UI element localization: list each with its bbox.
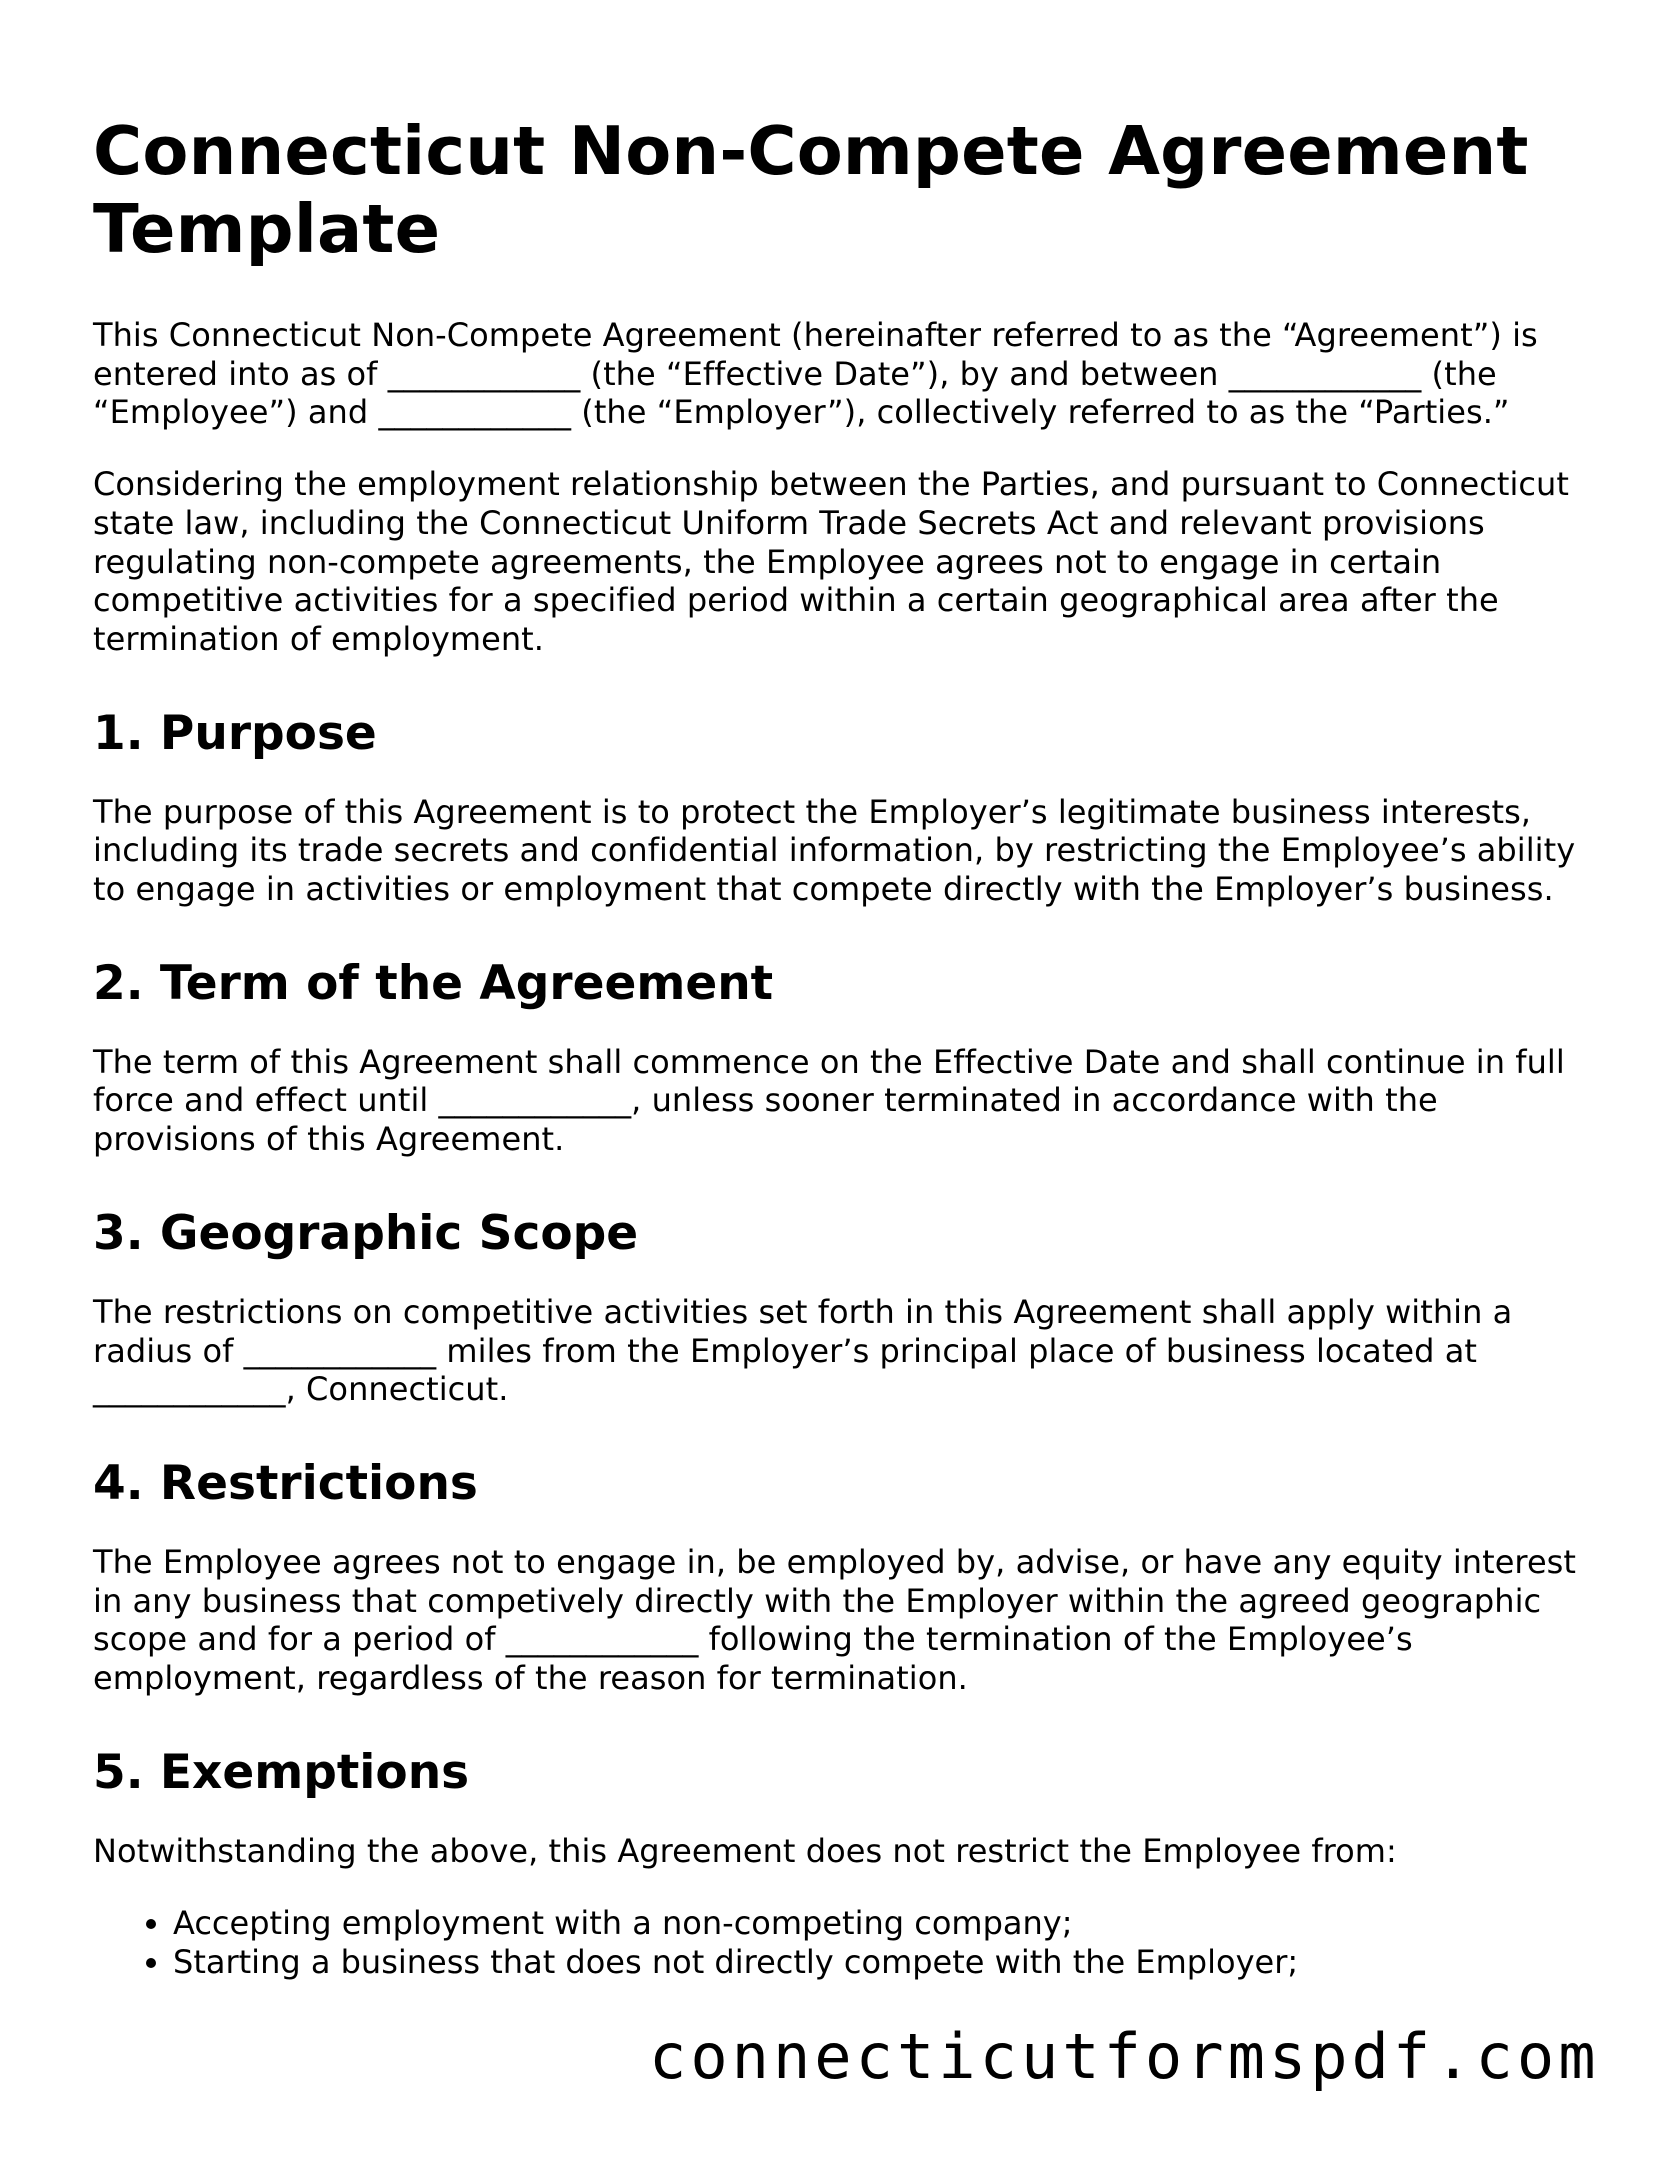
section-text-term: The term of this Agreement shall commence on the Effective Date and shall continue in full force and effect until ____________, unless sooner terminated in accordance with the provisions of this Agreement. (93, 1042, 1565, 1159)
list-item: • Accepting employment with a non-competing company; (173, 1904, 1593, 1943)
document-page (93, 112, 1593, 1982)
section-text-exemptions: Notwithstanding the above, this Agreement does not restrict the Employee from: (93, 1831, 1397, 1870)
exemptions-list (93, 1904, 1593, 1981)
section-heading-purpose: 1. Purpose (93, 705, 377, 761)
intro-paragraph-1: This Connecticut Non-Compete Agreement (hereinafter referred to as the “Agreement”) is entered into as of ____________ (the “Effective Date”), by and between ____________ (the “Employee”) and ____________ (the “Employer”), collectively referred to as the “Parties.” (93, 316, 1538, 432)
intro-paragraph-2: Considering the employment relationship between the Parties, and pursuant to Connecticut state law, including the Connecticut Uniform Trade Secrets Act and relevant provisions regulating non-compete agreements, the Employee agrees not to engage in certain competitive activities for a specified period within a certain geographical area after the termination of employment. (93, 465, 1569, 658)
section-heading-exemptions: 5. Exemptions (93, 1744, 470, 1800)
section-heading-term: 2. Term of the Agreement (93, 955, 774, 1011)
watermark: connecticutformspdf.com (649, 2020, 1600, 2093)
section-text-restrictions: The Employee agrees not to engage in, be employed by, advise, or have any equity interest in any business that competively directly with the Employer within the agreed geographic scope and for a period of ____________ following the termination of the Employee’s employment, regardless of the reason for termination. (93, 1542, 1576, 1698)
section-heading-restrictions: 4. Restrictions (93, 1455, 478, 1511)
section-text-purpose: The purpose of this Agreement is to protect the Employer’s legitimate business interests, including its trade secrets and confidential information, by restricting the Employee’s ability to engage in activities or employment that compete directly with the Employer’s business. (93, 792, 1576, 909)
section-heading-geographic-scope: 3. Geographic Scope (93, 1205, 639, 1261)
section-text-geographic-scope: The restrictions on competitive activities set forth in this Agreement shall apply within a radius of ____________ miles from the Employer’s principal place of business located at ____________, Connecticut. (93, 1292, 1513, 1409)
list-item: • Starting a business that does not directly compete with the Employer; (173, 1943, 1593, 1982)
page-title: Connecticut Non-Compete Agreement Template (93, 112, 1529, 268)
